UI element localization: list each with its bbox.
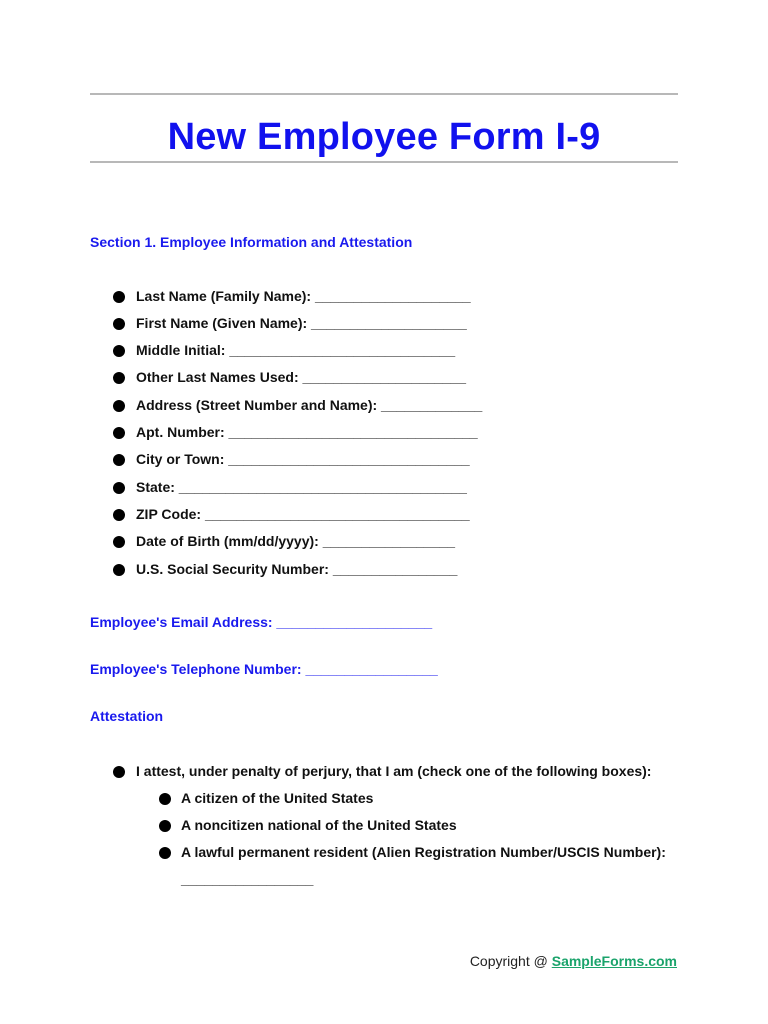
brand-link[interactable]: SampleForms.com	[551, 953, 677, 969]
bullet-icon	[113, 564, 125, 576]
bullet-icon	[113, 766, 125, 778]
bullet-icon	[113, 427, 125, 439]
bullet-icon	[159, 820, 171, 832]
option-citizen: A citizen of the United States	[181, 790, 374, 806]
copyright-footer	[470, 953, 677, 969]
section1-heading: Section 1. Employee Information and Attestation	[90, 234, 413, 250]
field-first-name: First Name (Given Name): ____________________	[136, 315, 467, 331]
bullet-icon	[113, 482, 125, 494]
bullet-icon	[159, 793, 171, 805]
bullet-icon	[113, 291, 125, 303]
bullet-icon	[113, 509, 125, 521]
bullet-icon	[113, 318, 125, 330]
field-last-name: Last Name (Family Name): ____________________	[136, 288, 471, 304]
phone-line: Employee's Telephone Number: _________________	[90, 661, 438, 677]
field-middle-initial: Middle Initial: _____________________________	[136, 342, 456, 358]
field-address: Address (Street Number and Name): _____________	[136, 397, 483, 413]
field-apt-number: Apt. Number: ________________________________	[136, 424, 478, 440]
field-other-last-names: Other Last Names Used: _____________________	[136, 369, 467, 385]
attestation-statement: I attest, under penalty of perjury, that I am (check one of the following boxes):	[136, 763, 652, 779]
field-zip-code: ZIP Code: __________________________________	[136, 506, 470, 522]
bullet-icon	[113, 372, 125, 384]
email-line: Employee's Email Address: ____________________	[90, 614, 433, 630]
bullet-icon	[113, 400, 125, 412]
option-permanent-resident: A lawful permanent resident (Alien Registration Number/USCIS Number):	[181, 844, 666, 860]
field-date-of-birth: Date of Birth (mm/dd/yyyy): _________________	[136, 533, 456, 549]
copyright-prefix: Copyright @	[469, 953, 552, 969]
field-state: State: _____________________________________	[136, 479, 467, 495]
form-title: New Employee Form I-9	[167, 116, 601, 158]
bullet-icon	[113, 454, 125, 466]
bullet-icon	[113, 536, 125, 548]
permanent-resident-blank: _________________	[181, 871, 314, 887]
field-city: City or Town: _______________________________	[136, 451, 470, 467]
attestation-heading: Attestation	[90, 708, 164, 724]
bullet-icon	[159, 847, 171, 859]
bullet-icon	[113, 345, 125, 357]
option-noncitizen-national: A noncitizen national of the United States	[181, 817, 457, 833]
title-divider	[90, 161, 678, 163]
top-divider	[90, 93, 678, 95]
field-ssn: U.S. Social Security Number: ________________	[136, 561, 458, 577]
